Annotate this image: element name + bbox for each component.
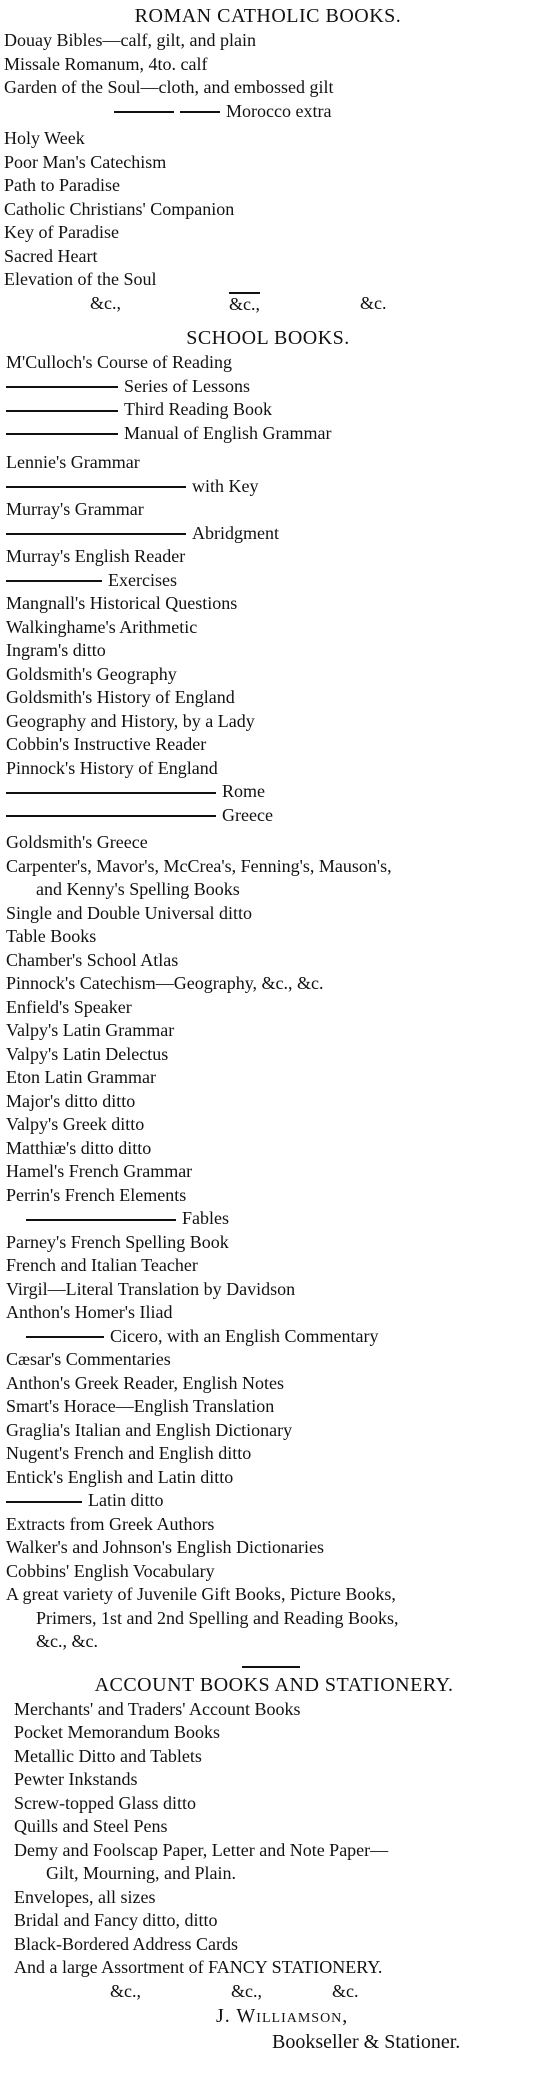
list-item: Valpy's Latin Grammar [6,1020,175,1040]
stationery-list [0,1698,536,1980]
list-item: Cobbins' English Vocabulary [6,1560,215,1581]
list-item: Key of Paradise [4,222,119,242]
list-item: Parney's French Spelling Book [6,1231,229,1252]
list-item-text: Latin ditto [88,1490,164,1510]
list-item: Smart's Horace—English Translation [6,1396,275,1416]
signature-title: Bookseller & Stationer. [272,2031,461,2053]
list-item [4,100,536,124]
ditto-dash [6,792,216,794]
list-item: Ingram's ditto [6,640,106,660]
list-item: Quills and Steel Pens [14,1816,168,1836]
list-item: Garden of the Soul—cloth, and embossed gilt [4,77,334,97]
list-item-text: Manual of English Grammar [124,422,332,443]
list-item [6,569,536,593]
list-item: Murray's English Reader [6,546,186,566]
list-item: Valpy's Greek ditto [6,1114,145,1134]
list-item: Goldsmith's Geography [6,663,177,684]
list-item: French and Italian Teacher [6,1255,198,1275]
list-item: Major's ditto ditto [6,1090,136,1111]
list-item [6,780,536,804]
list-item: Lennie's Grammar [6,452,140,472]
list-item: Table Books [6,926,97,946]
list-item: Holy Week [4,128,85,148]
list-item: Black-Bordered Address Cards [14,1933,238,1954]
list-item: Matthiæ's ditto ditto [6,1137,152,1158]
etc-text: &c., [229,293,260,314]
list-item: Path to Paradise [4,175,120,195]
etc-text: &c., [90,292,121,313]
list-item-text: Third Reading Book [124,399,272,419]
list-item: Eton Latin Grammar [6,1067,156,1087]
ditto-dash [6,486,186,488]
etc-text: &c. [332,1980,359,2001]
ditto-dash [6,433,118,435]
list-item: Walkinghame's Arithmetic [6,616,198,637]
ditto-dash [180,111,220,113]
ditto-dash [6,815,216,817]
list-item: Goldsmith's History of England [6,687,235,707]
list-item: Enfield's Speaker [6,996,132,1017]
etc-row [0,1980,536,2004]
list-item: Primers, 1st and 2nd Spelling and Reading Books, [36,1607,399,1628]
list-item: Pinnock's Catechism—Geography, &c., &c. [6,973,324,993]
list-item: Cæsar's Commentaries [6,1349,171,1369]
etc-text: &c., [110,1980,141,2001]
list-item: Missale Romanum, 4to. calf [4,53,208,74]
list-item: Elevation of the Soul [4,269,157,289]
list-item [6,1325,536,1349]
list-item [6,522,536,546]
list-item: Murray's Grammar [6,499,144,519]
list-item: and Kenny's Spelling Books [36,879,240,899]
list-item: Catholic Christians' Companion [4,198,235,219]
list-item: Sacred Heart [4,245,98,266]
ditto-dash [26,1336,104,1338]
list-item: Geography and History, by a Lady [6,710,255,731]
list-item: Pinnock's History of England [6,757,218,778]
school-heading: SCHOOL BOOKS. [186,327,350,349]
ditto-dash [6,1501,82,1503]
list-item: Poor Man's Catechism [4,151,167,172]
list-item: Walker's and Johnson's English Dictionaries [6,1537,324,1557]
ditto-dash [26,1219,176,1221]
list-item: Metallic Ditto and Tablets [14,1745,202,1766]
list-item-text: Morocco extra [226,100,332,121]
etc-text: &c. [360,292,387,313]
ditto-dash [6,386,118,388]
catholic-heading: ROMAN CATHOLIC BOOKS. [134,5,402,27]
list-item [6,804,536,828]
list-item-text: Exercises [108,569,177,590]
ditto-dash [6,533,186,535]
etc-text: &c., [231,1980,262,2001]
list-item: Screw-topped Glass ditto [14,1792,196,1813]
list-item-text: Abridgment [192,522,279,543]
list-item: Hamel's French Grammar [6,1161,193,1181]
list-item: A great variety of Juvenile Gift Books, Picture Books, [6,1584,396,1604]
list-item [6,422,536,446]
list-item-text: Series of Lessons [124,375,250,396]
signature-name: J. Williamson, [216,2005,349,2027]
list-item: Goldsmith's Greece [6,832,148,852]
list-item: Cobbin's Instructive Reader [6,734,207,754]
list-item: Graglia's Italian and English Dictionary [6,1419,293,1440]
list-item: Gilt, Mourning, and Plain. [46,1863,236,1883]
list-item: Chamber's School Atlas [6,949,179,970]
list-item: And a large Assortment of FANCY STATIONERY. [14,1957,383,1977]
list-item-text: Rome [222,781,265,801]
list-item: Pewter Inkstands [14,1769,138,1789]
list-item: Entick's English and Latin ditto [6,1466,234,1487]
ditto-dash [6,410,118,412]
list-item: Virgil—Literal Translation by Davidson [6,1278,296,1299]
list-item: Mangnall's Historical Questions [6,593,238,613]
list-item: Single and Double Universal ditto [6,902,252,923]
etc-row [0,292,536,316]
list-item-text: with Key [192,475,259,496]
list-item-text: Cicero, with an English Commentary [110,1325,379,1346]
list-item: Envelopes, all sizes [14,1886,156,1907]
list-item [6,1207,536,1231]
list-item: Carpenter's, Mavor's, McCrea's, Fenning's, Mauson's, [6,855,392,876]
list-item: Demy and Foolscap Paper, Letter and Note Paper— [14,1839,389,1860]
list-item [6,398,536,422]
list-item-text: Greece [222,804,273,825]
list-item [6,375,536,399]
list-item-text: Fables [182,1208,229,1228]
list-item: Extracts from Greek Authors [6,1513,215,1534]
school-list [0,351,536,1654]
list-item [6,1489,536,1513]
ditto-dash [114,111,174,113]
list-item: Pocket Memorandum Books [14,1722,220,1742]
stationery-heading: ACCOUNT BOOKS AND STATIONERY. [94,1673,454,1696]
list-item: Bridal and Fancy ditto, ditto [14,1910,218,1930]
catholic-list [0,29,536,292]
list-item: Anthon's Homer's Iliad [6,1302,173,1322]
list-item: &c., &c. [36,1631,98,1651]
ditto-dash [6,580,102,582]
list-item: Merchants' and Traders' Account Books [14,1698,301,1719]
list-item: Perrin's French Elements [6,1184,187,1205]
list-item [6,475,536,499]
list-item: Douay Bibles—calf, gilt, and plain [4,30,256,50]
list-item: Valpy's Latin Delectus [6,1043,169,1064]
list-item: Anthon's Greek Reader, English Notes [6,1372,284,1393]
list-item: Nugent's French and English ditto [6,1443,252,1463]
list-item: M'Culloch's Course of Reading [6,352,232,372]
